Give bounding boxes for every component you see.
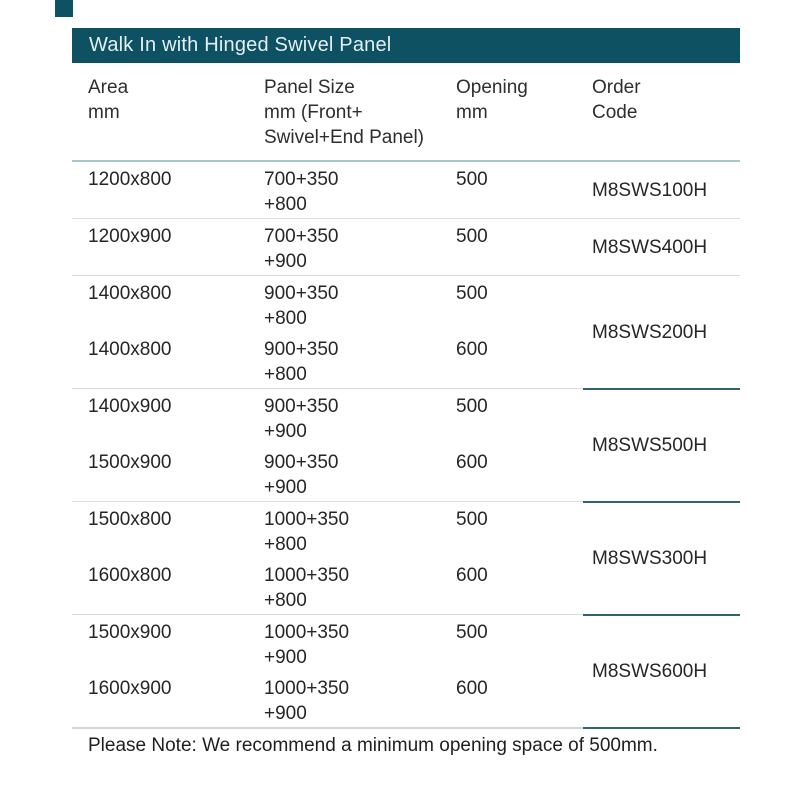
panel-size-cell: [248, 620, 440, 670]
panel-size-line: +800: [264, 534, 307, 555]
column-header-line: mm (Front+: [264, 102, 363, 123]
column-header-opening: [440, 75, 576, 150]
opening-cell: 500: [456, 283, 488, 304]
corner-artifact-square: [55, 0, 73, 17]
panel-size-line: 1000+350: [264, 565, 350, 586]
opening-cell: 600: [456, 678, 488, 699]
opening-cell: 600: [456, 565, 488, 586]
panel-size-line: 1000+350: [264, 678, 350, 699]
order-code-cell: M8SWS100H: [592, 179, 708, 201]
opening-cell: 500: [456, 509, 488, 530]
panel-size-line: +800: [264, 364, 307, 385]
panel-size-line: +900: [264, 421, 307, 442]
column-header-order-code: [576, 75, 740, 150]
table-group: [72, 615, 740, 729]
panel-size-cell: [248, 337, 440, 387]
column-header-line: mm: [456, 102, 488, 123]
table-group: [72, 219, 740, 276]
table-row: [72, 332, 576, 388]
table-row: [72, 389, 576, 445]
panel-size-line: +800: [264, 308, 307, 329]
panel-size-cell: [248, 394, 440, 444]
column-header-area: [72, 75, 248, 150]
panel-size-cell: [248, 167, 440, 217]
table-group: [72, 162, 740, 219]
area-cell: 1400x900: [88, 396, 172, 417]
panel-size-cell: [248, 450, 440, 500]
footnote: Please Note: We recommend a minimum opening space of 500mm.: [88, 735, 658, 756]
table-group: [72, 276, 740, 389]
table-row: [72, 162, 576, 218]
panel-size-cell: [248, 563, 440, 613]
table-row: [72, 558, 576, 614]
area-cell: 1200x800: [88, 169, 172, 190]
column-header-line: Swivel+End Panel): [264, 127, 425, 148]
area-cell: 1600x800: [88, 565, 172, 586]
column-header-line: Code: [592, 102, 638, 123]
table-row: [72, 219, 576, 275]
area-cell: 1200x900: [88, 226, 172, 247]
column-header-line: Area: [88, 77, 129, 98]
panel-size-line: 900+350: [264, 339, 339, 360]
panel-size-cell: [248, 224, 440, 274]
panel-size-line: 700+350: [264, 226, 339, 247]
panel-size-line: +900: [264, 647, 307, 668]
table-title: Walk In with Hinged Swivel Panel: [89, 34, 392, 56]
panel-size-line: 900+350: [264, 283, 339, 304]
panel-size-cell: [248, 676, 440, 726]
table-row: [72, 615, 576, 671]
table-group: [72, 389, 740, 502]
column-header-line: Panel Size: [264, 77, 355, 98]
column-header-line: Opening: [456, 77, 528, 98]
table-row: [72, 502, 576, 558]
area-cell: 1500x900: [88, 622, 172, 643]
area-cell: 1500x900: [88, 452, 172, 473]
panel-size-line: 1000+350: [264, 509, 350, 530]
panel-size-line: +900: [264, 251, 307, 272]
panel-size-line: 900+350: [264, 396, 339, 417]
table-row: [72, 445, 576, 501]
area-cell: 1600x900: [88, 678, 172, 699]
order-code-cell: M8SWS400H: [592, 236, 708, 258]
column-header-line: Order: [592, 77, 641, 98]
order-code-cell: M8SWS200H: [592, 321, 708, 343]
table-row: [72, 276, 576, 332]
panel-size-cell: [248, 507, 440, 557]
order-code-cell: M8SWS500H: [592, 434, 708, 456]
column-header-line: mm: [88, 102, 120, 123]
opening-cell: 500: [456, 622, 488, 643]
area-cell: 1500x800: [88, 509, 172, 530]
panel-size-cell: [248, 281, 440, 331]
area-cell: 1400x800: [88, 283, 172, 304]
panel-size-line: +800: [264, 590, 307, 611]
opening-cell: 600: [456, 452, 488, 473]
panel-size-line: +900: [264, 703, 307, 724]
panel-size-line: +800: [264, 194, 307, 215]
table-header-row: [72, 63, 740, 162]
opening-cell: 600: [456, 339, 488, 360]
panel-size-line: 1000+350: [264, 622, 350, 643]
spec-table: [72, 28, 740, 729]
column-header-panel-size: [248, 75, 440, 150]
opening-cell: 500: [456, 396, 488, 417]
order-code-cell: M8SWS600H: [592, 660, 708, 682]
area-cell: 1400x800: [88, 339, 172, 360]
opening-cell: 500: [456, 226, 488, 247]
panel-size-line: 700+350: [264, 169, 339, 190]
table-row: [72, 671, 576, 727]
table-title-bar: [72, 28, 740, 63]
opening-cell: 500: [456, 169, 488, 190]
panel-size-line: 900+350: [264, 452, 339, 473]
panel-size-line: +900: [264, 477, 307, 498]
table-group: [72, 502, 740, 615]
order-code-cell: M8SWS300H: [592, 547, 708, 569]
